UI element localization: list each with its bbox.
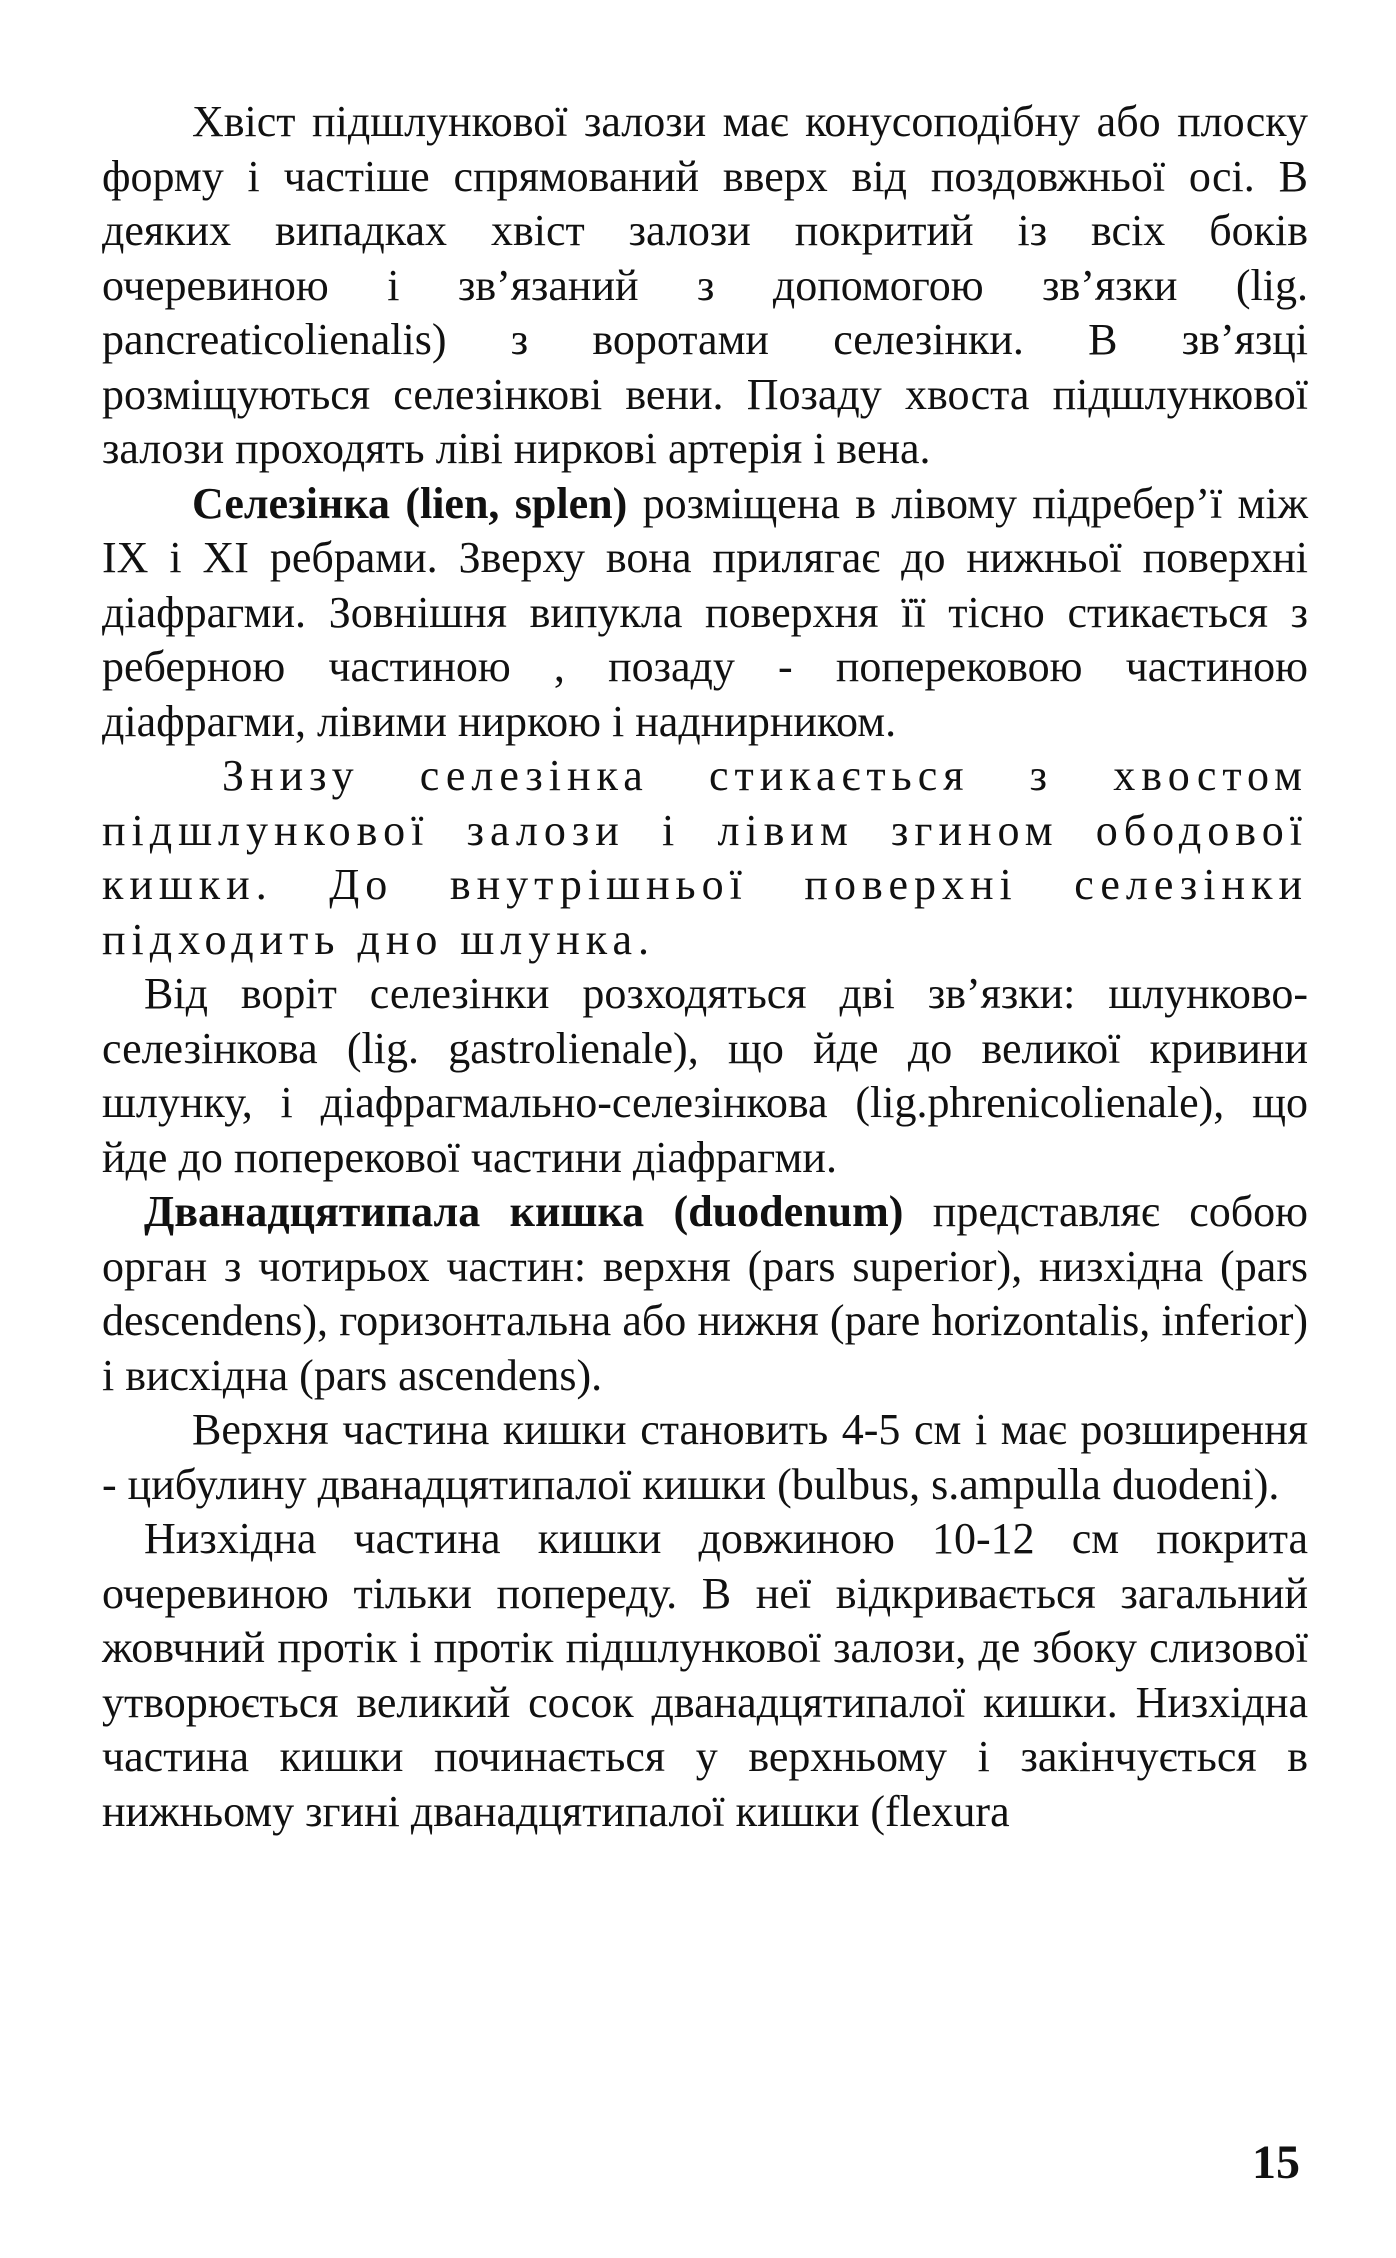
paragraph-text: Знизу селезінка стикається з хвостом підшлункової залози і лівим згином ободової кишки. До внутрішньої поверхні селезінки підходить дно шлунка.	[102, 751, 1308, 964]
paragraph-spleen-ligaments	[102, 967, 1308, 1185]
paragraph-pancreas-tail	[102, 95, 1308, 477]
paragraph-text: Низхідна частина кишки довжиною 10-12 см покрита очеревиною тільки попереду. В неї відкривається загальний жовчний протік і протік підшлункової залози, де збоку слизової утворюється великий сосок дванадцятипалої кишки. Низхідна частина кишки починається у верхньому і закінчується в нижньому згині дванадцятипалої кишки (flexura	[102, 1514, 1308, 1836]
paragraph-spleen	[102, 477, 1308, 750]
paragraph-upper-part	[102, 1403, 1308, 1512]
paragraph-text: Хвіст підшлункової залози має конусоподібну або плоску форму і частіше спрямований вверх від поздовжньої осі. В деяких випадках хвіст залози покритий із всіх боків очеревиною і зв’язаний з допомогою зв’язки (lig. pancreaticolienalis) з воротами селезінки. В зв’язці розміщуються селезінкові вени. Позаду хвоста підшлункової залози проходять ліві ниркові артерія і вена.	[102, 97, 1308, 473]
term-spleen: Селезінка (lien, splen)	[192, 478, 628, 528]
paragraph-text: Від воріт селезінки розходяться дві зв’язки: шлунково-селезінкова (lig. gastrolienale), що йде до великої кривини шлунку, і діафрагмально-селезінкова (lig.phrenicolienale), що йде до поперекової частини діафрагми.	[102, 969, 1308, 1182]
page-body	[102, 95, 1308, 1839]
term-duodenum: Дванадцятипала кишка (duodenum)	[144, 1187, 904, 1236]
paragraph-text: представляє собою орган з чотирьох частин: верхня (pars superior), низхідна (pars descendens), горизонтальна або нижня (pare horizontalis, inferior) і висхідна (pars ascendens).	[102, 1187, 1308, 1400]
page-number: 15	[1252, 2136, 1300, 2189]
paragraph-spleen-below	[102, 749, 1308, 967]
paragraph-text: розміщена в лівому підребер’ї між IX і XI ребрами. Зверху вона прилягає до нижньої поверхні діафрагми. Зовнішня випукла поверхня її тісно стикається з реберною частиною , позаду - поперековою частиною діафрагми, лівими ниркою і наднирником.	[102, 478, 1308, 746]
paragraph-text: Верхня частина кишки становить 4-5 см і має розширення - цибулину дванадцятипалої кишки (bulbus, s.ampulla duodeni).	[102, 1405, 1308, 1509]
paragraph-descending-part	[102, 1512, 1308, 1839]
paragraph-duodenum	[102, 1185, 1308, 1403]
